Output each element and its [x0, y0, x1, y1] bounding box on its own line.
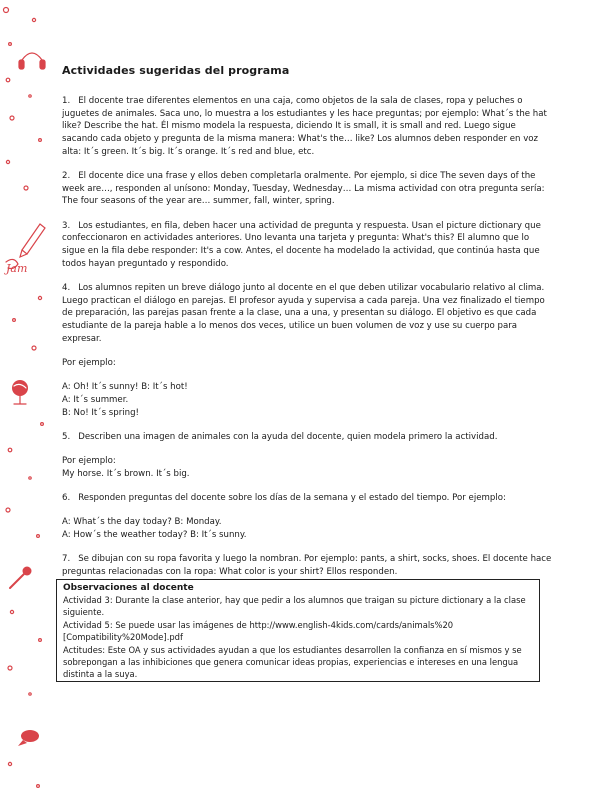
jam-doodle-text: Jam: [6, 262, 28, 275]
observations-title: Observaciones al docente: [63, 583, 194, 593]
speech-bubble-icon: [18, 730, 39, 746]
activity-4: 4. Los alumnos repiten un breve diálogo junto al docente en el que deben utilizar vocabulario relativo al clima. Luego practican el diálogo en parejas. El profesor ayuda y supervisa a cada pareja. Una vez finalizado el tiempo de preparación, las parejas pasan frente a la clase, una a una, y presentan su diálogo. El objetivo es que cada estudiante de la pareja hable a lo menos dos veces, utilice un buen volumen de voz y use su cuerpo para expresar.: [62, 282, 545, 344]
dialogue-line: B: No! It´s spring!: [62, 407, 139, 418]
example-5-block: [62, 455, 552, 480]
example-text: My horse. It´s brown. It´s big.: [62, 468, 190, 479]
dialogue-line: A: It´s summer.: [62, 394, 129, 405]
observation-line: Actividad 3: Durante la clase anterior, hay que pedir a los alumnos que traigan su picture dictionary a la clase siguiente.: [63, 595, 526, 618]
example-label: Por ejemplo:: [62, 357, 116, 368]
dialogue-line: A: Oh! It´s sunny! B: It´s hot!: [62, 382, 188, 393]
activity-3: 3. Los estudiantes, en fila, deben hacer una actividad de pregunta y respuesta. Usan el picture dictionary que confeccionaron en actividades anteriores. Uno levanta una tarjeta y pregunta: What's this? El alumno que lo sigue en la fila debe responder: It's a cow. Antes, el docente ha modelado la actividad, que continúa hasta que todos hayan preguntado y respondido.: [62, 220, 541, 269]
dot-decoration: [4, 8, 9, 13]
dialogue-line: A: What´s the day today? B: Monday.: [62, 517, 222, 528]
microphone-icon: [10, 567, 32, 589]
dialogue-line: A: How´s the weather today? B: It´s sunny.: [62, 529, 247, 540]
activity-7: 7. Se dibujan con su ropa favorita y luego la nombran. Por ejemplo: pants, a shirt, socks, shoes. El docente hace preguntas relacionadas con la ropa: What color is your shirt? Ellos responden.: [62, 553, 552, 577]
page-title: Actividades sugeridas del programa: [62, 64, 290, 77]
headphones-icon: [19, 53, 45, 69]
activity-5: 5. Describen una imagen de animales con la ayuda del docente, quien modela primero la actividad.: [62, 431, 498, 442]
activity-2: 2. El docente dice una frase y ellos deben completarla oralmente. Por ejemplo, si dice The seven days of the week are…, responden al unísono: Monday, Tuesday, Wednesday… La misma actividad con otra pregunta sería: The four seasons of the year are… summer, fall, winter, spring.: [62, 171, 545, 207]
activity-1: 1. El docente trae diferentes elementos en una caja, como objetos de la sala de clases, ropa y peluches o juguetes de animales. Saca uno, lo muestra a los estudiantes y les hace preguntas; por ejemplo: What´s the hat like? Describe the hat. Él mismo modela la respuesta, diciendo It is small, it is small and red. Luego sigue sacando cada objeto y pregunta de la misma manera: What's the… like? Los alumnos deben responder en voz alta: It´s green. It´s big. It´s orange. It´s red and blue, etc.: [62, 96, 547, 157]
globe-icon: [12, 380, 28, 404]
teacher-observations-box: [56, 579, 540, 682]
observation-line: Actividad 5: Se puede usar las imágenes de http://www.english-4kids.com/cards/animals%20 [Compatibility%20Mode].pdf: [63, 619, 454, 643]
dialogue-weather: [62, 381, 552, 419]
main-content: [62, 64, 552, 590]
activity-6: 6. Responden preguntas del docente sobre los días de la semana y el estado del tiempo. Por ejemplo:: [62, 492, 506, 503]
pencil-icon: [20, 224, 45, 257]
observation-line: Actitudes: Este OA y sus actividades ayudan a que los estudiantes desarrollen la confianza en sí mismos y se sobrepongan a las inhibiciones que genera comunicar ideas propias, experiencias e intereses en una lengua distinta a la suya.: [63, 644, 522, 680]
margin-doodles: [0, 0, 58, 800]
example-label: Por ejemplo:: [62, 455, 116, 466]
dialogue-days: [62, 516, 552, 541]
